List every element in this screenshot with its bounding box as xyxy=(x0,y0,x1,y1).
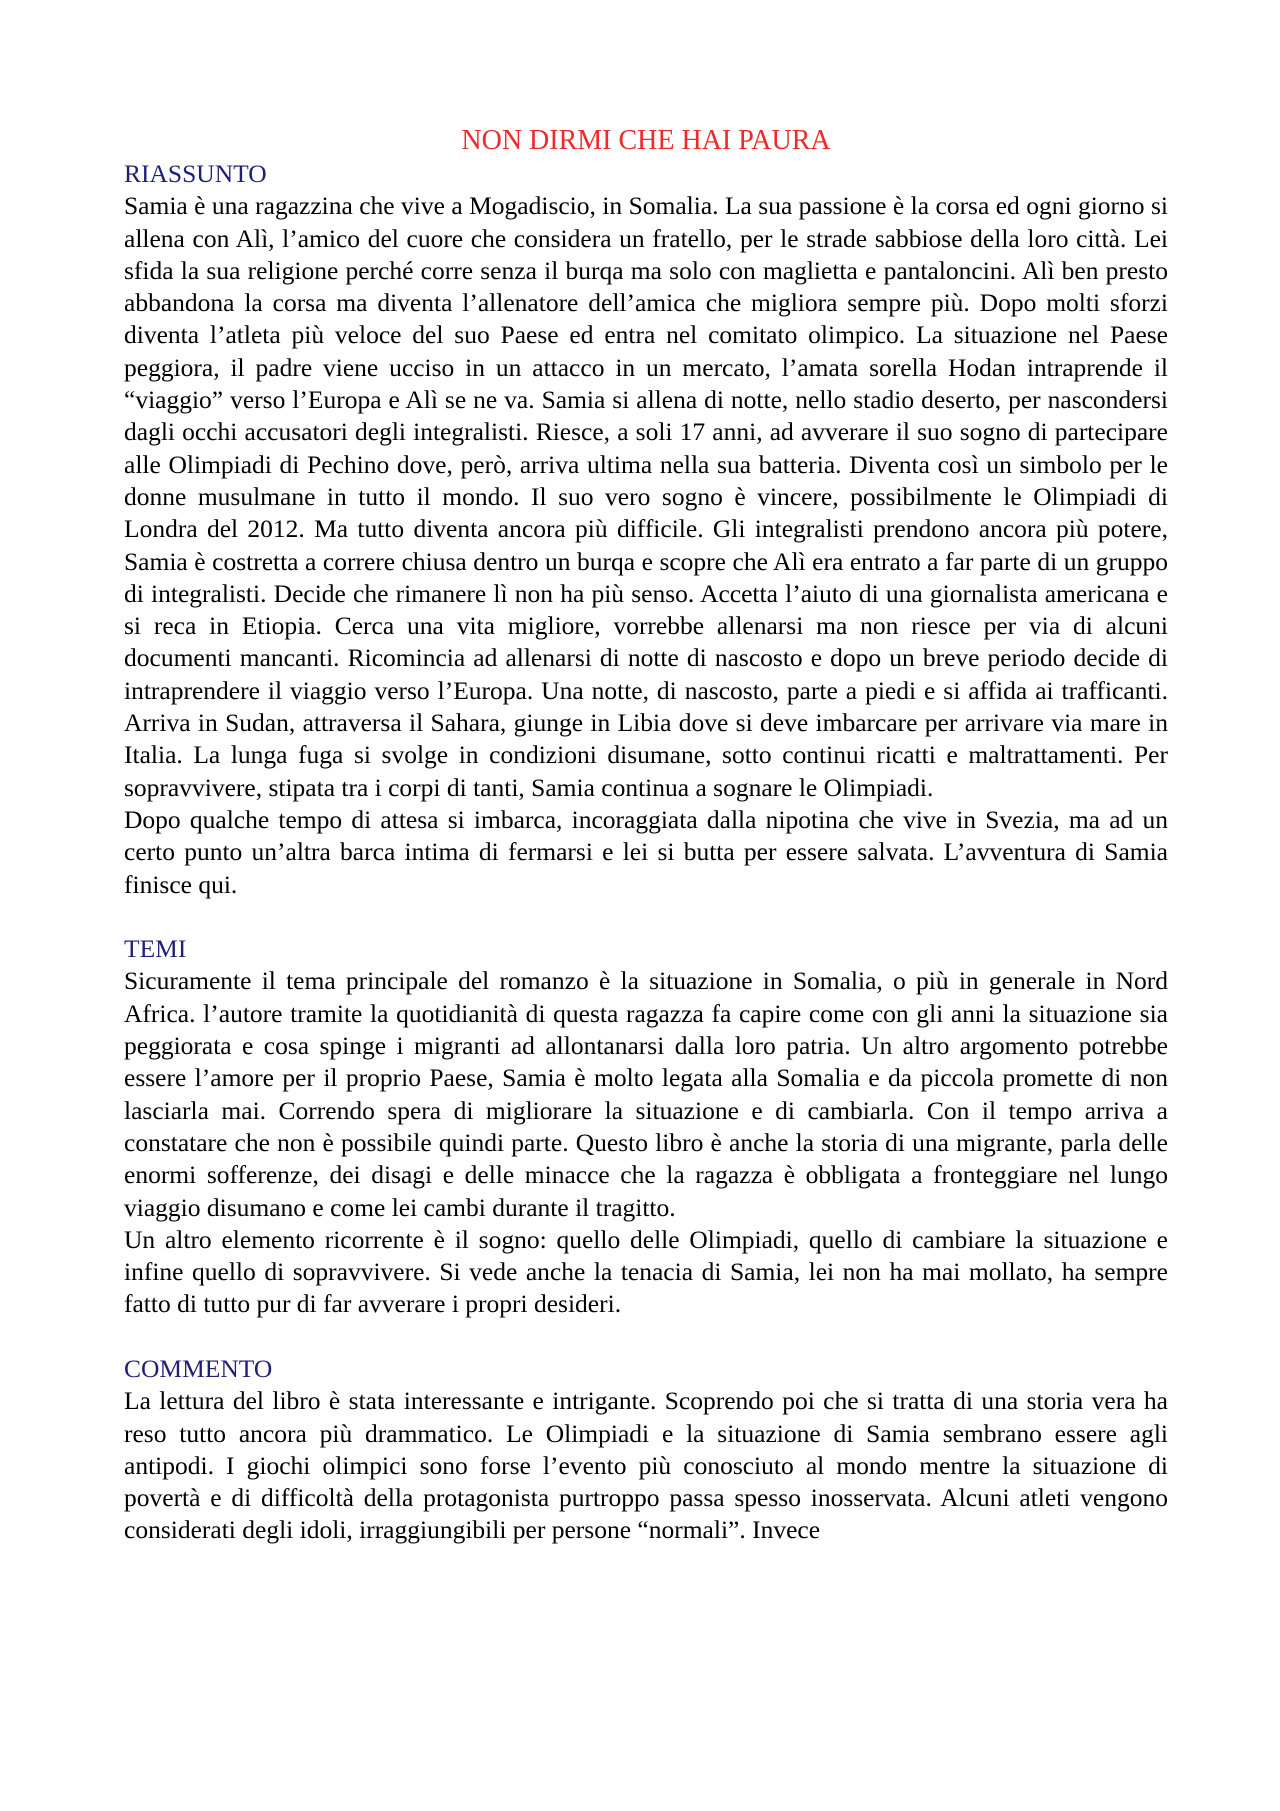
section-heading-riassunto: RIASSUNTO xyxy=(124,159,267,188)
section-spacer xyxy=(124,901,1168,933)
riassunto-paragraph-2: Dopo qualche tempo di attesa si imbarca, incoraggiata dalla nipotina che vive in Svezia, ma ad un certo punto un’altra barca intima di fermarsi e lei si butta per essere salvata. L’avventura di Samia finisce qui. xyxy=(124,804,1168,899)
temi-paragraph-1: Sicuramente il tema principale del romanzo è la situazione in Somalia, o più in generale in Nord Africa. l’autore tramite la quotidianità di questa ragazza fa capire come con gli anni la situazione sia peggiorata e cosa spinge i migranti ad allontanarsi dalla loro patria. Un altro argomento potrebbe essere l’amore per il proprio Paese, Samia è molto legata alla Somalia e da piccola promette di non lasciarla mai. Correndo spera di migliorare la situazione e di cambiarla. Con il tempo arriva a constatare che non è possibile quindi parte. Questo libro è anche la storia di una migrante, parla delle enormi sofferenze, dei disagi e delle minacce che la ragazza è obbligata a fronteggiare nel lungo viaggio disumano e come lei cambi durante il tragitto. xyxy=(124,966,1168,1222)
temi-paragraph-2: Un altro elemento ricorrente è il sogno: quello delle Olimpiadi, quello di cambiare la situazione e infine quello di sopravvivere. Si vede anche la tenacia di Samia, lei non ha mai mollato, ha sempre fatto di tutto pur di far avverare i propri desideri. xyxy=(124,1224,1168,1319)
section-spacer xyxy=(124,1321,1168,1353)
riassunto-paragraph-1: Samia è una ragazzina che vive a Mogadiscio, in Somalia. La sua passione è la corsa ed ogni giorno si allena con Alì, l’amico del cuore che considera un fratello, per le strade sabbiose della loro città. Lei sfida la sua religione perché corre senza il burqa ma solo con maglietta e pantaloncini. Alì ben presto abbandona la corsa ma diventa l’allenatore dell’amica che migliora sempre più. Dopo molti sforzi diventa l’atleta più veloce del suo Paese ed entra nel comitato olimpico. La situazione nel Paese peggiora, il padre viene ucciso in un attacco in un mercato, l’amata sorella Hodan intraprende il “viaggio” verso l’Europa e Alì se ne va. Samia si allena di notte, nello stadio deserto, per nascondersi dagli occhi accusatori degli integralisti. Riesce, a soli 17 anni, ad avverare il suo sogno di partecipare alle Olimpiadi di Pechino dove, però, arriva ultima nella sua batteria. Diventa così un simbolo per le donne musulmane in tutto il mondo. Il suo vero sogno è vincere, possibilmente le Olimpiadi di Londra del 2012. Ma tutto diventa ancora più difficile. Gli integralisti prendono ancora più potere, Samia è costretta a correre chiusa dentro un burqa e scopre che Alì era entrato a far parte di un gruppo di integralisti. Decide che rimanere lì non ha più senso. Accetta l’aiuto di una giornalista americana e si reca in Etiopia. Cerca una vita migliore, vorrebbe allenarsi ma non riesce per via di alcuni documenti mancanti. Ricomincia ad allenarsi di notte di nascosto e dopo un breve periodo decide di intraprendere il viaggio verso l’Europa. Una notte, di nascosto, parte a piedi e si affida ai trafficanti. Arriva in Sudan, attraversa il Sahara, giunge in Libia dove si deve imbarcare per arrivare via mare in Italia. La lunga fuga si svolge in condizioni disumane, sotto continui ricatti e maltrattamenti. Per sopravvivere, stipata tra i corpi di tanti, Samia continua a sognare le Olimpiadi. xyxy=(124,191,1168,802)
document-title: NON DIRMI CHE HAI PAURA xyxy=(461,125,831,156)
document-page xyxy=(124,124,1168,1547)
commento-paragraph-1: La lettura del libro è stata interessante e intrigante. Scoprendo poi che si tratta di una storia vera ha reso tutto ancora più drammatico. Le Olimpiadi e la situazione di Samia sembrano essere agli antipodi. I giochi olimpici sono forse l’evento più conosciuto al mondo mentre la situazione di povertà e di difficoltà della protagonista purtroppo passa spesso inosservata. Alcuni atleti vengono considerati degli idoli, irraggiungibili per persone “normali”. Invece xyxy=(124,1386,1168,1545)
section-heading-temi: TEMI xyxy=(124,934,187,964)
section-heading-commento: COMMENTO xyxy=(124,1353,273,1383)
